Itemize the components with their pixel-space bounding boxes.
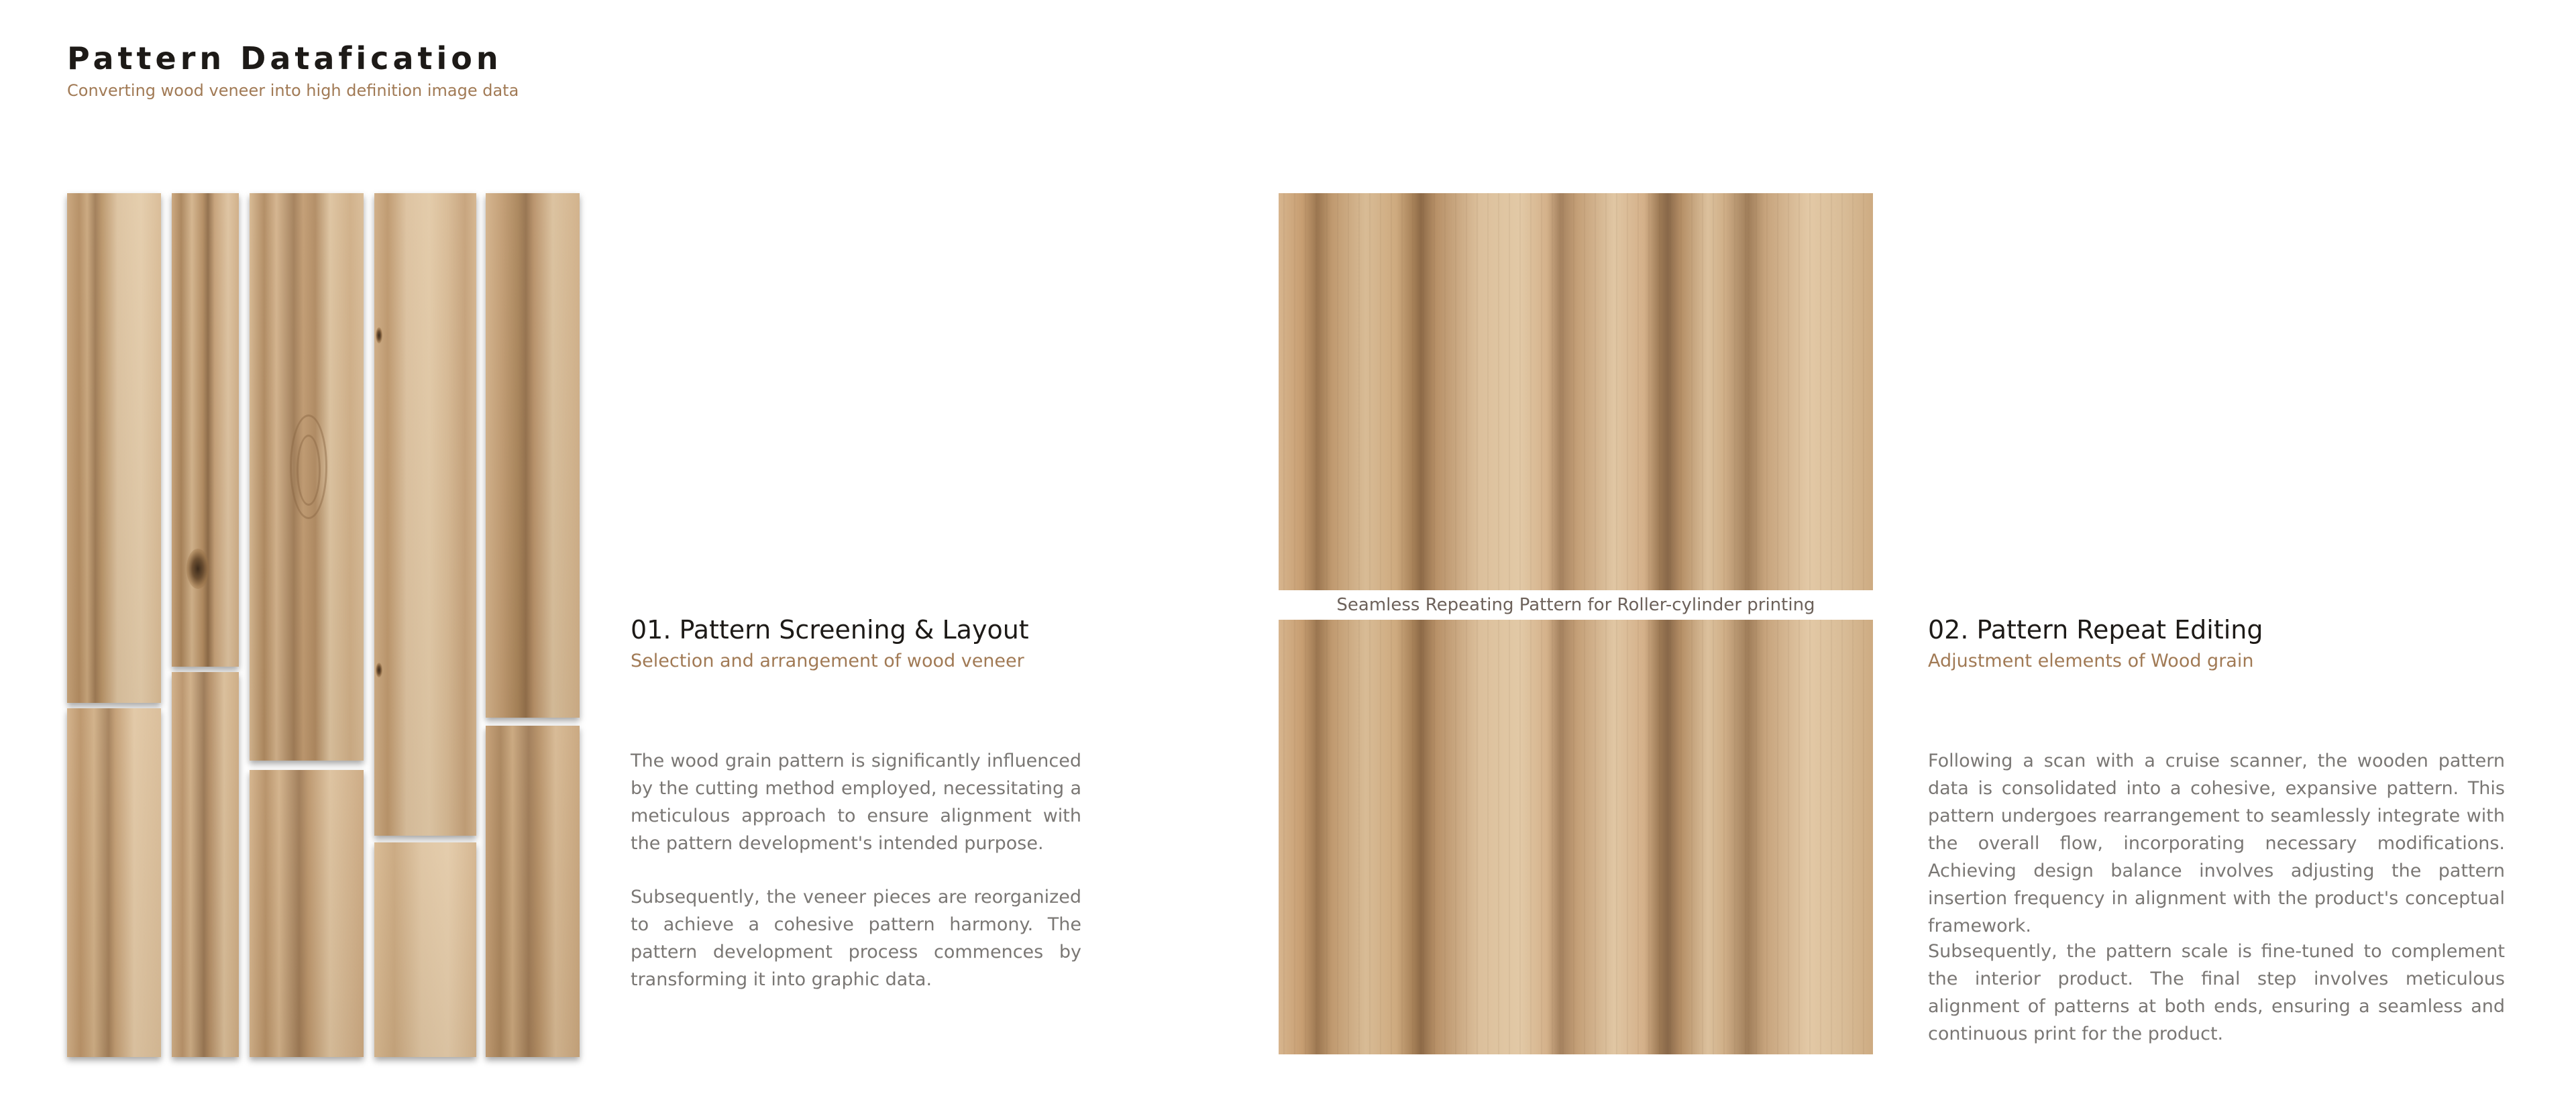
veneer-strip — [172, 672, 239, 1057]
wood-knot — [376, 327, 382, 343]
section-2-subtitle: Adjustment elements of Wood grain — [1928, 651, 2254, 671]
page-title: Pattern Datafication — [67, 40, 502, 76]
seamless-pattern-top — [1279, 193, 1873, 590]
page-subtitle: Converting wood veneer into high definition image data — [67, 80, 519, 100]
seamless-pattern-bottom — [1279, 620, 1873, 1054]
veneer-strip — [67, 193, 161, 703]
pattern-caption: Seamless Repeating Pattern for Roller-cylinder printing — [1279, 590, 1873, 620]
veneer-strip — [172, 193, 239, 667]
veneer-strip — [67, 708, 161, 1057]
veneer-strip — [250, 193, 364, 761]
veneer-strip — [374, 193, 476, 836]
section-1-paragraph: Subsequently, the veneer pieces are reorganized to achieve a cohesive pattern harmony. The pattern development process commences by transforming it into graphic data. — [631, 887, 1081, 990]
section-2-paragraph: Following a scan with a cruise scanner, the wooden pattern data is consolidated into a cohesive, expansive pattern. This pattern undergoes rearrangement to seamlessly integrate with the overall flow, incorporating necessary modifications. Achieving design balance involves adjusting the pattern insertion frequency in alignment with the product's conceptual framework. — [1928, 751, 2505, 936]
veneer-strip — [250, 770, 364, 1057]
veneer-strip — [374, 842, 476, 1057]
wood-knot — [376, 663, 382, 677]
section-2-title: 02. Pattern Repeat Editing — [1928, 615, 2263, 645]
veneer-strip — [486, 726, 580, 1057]
section-1-paragraph: The wood grain pattern is significantly influenced by the cutting method employed, necessitating a meticulous approach to ensure alignment with the pattern development's intended purpose. — [631, 751, 1081, 854]
page-header — [67, 42, 519, 100]
wood-knot — [186, 549, 209, 589]
grain-swirl — [297, 435, 321, 506]
veneer-strip — [486, 193, 580, 718]
section-1-title: 01. Pattern Screening & Layout — [631, 615, 1029, 645]
section-1-subtitle: Selection and arrangement of wood veneer — [631, 651, 1024, 671]
section-2-paragraph: Subsequently, the pattern scale is fine-tuned to complement the interior product. The final step involves meticulous alignment of patterns at both ends, ensuring a seamless and continuous print for the product. — [1928, 941, 2505, 1044]
